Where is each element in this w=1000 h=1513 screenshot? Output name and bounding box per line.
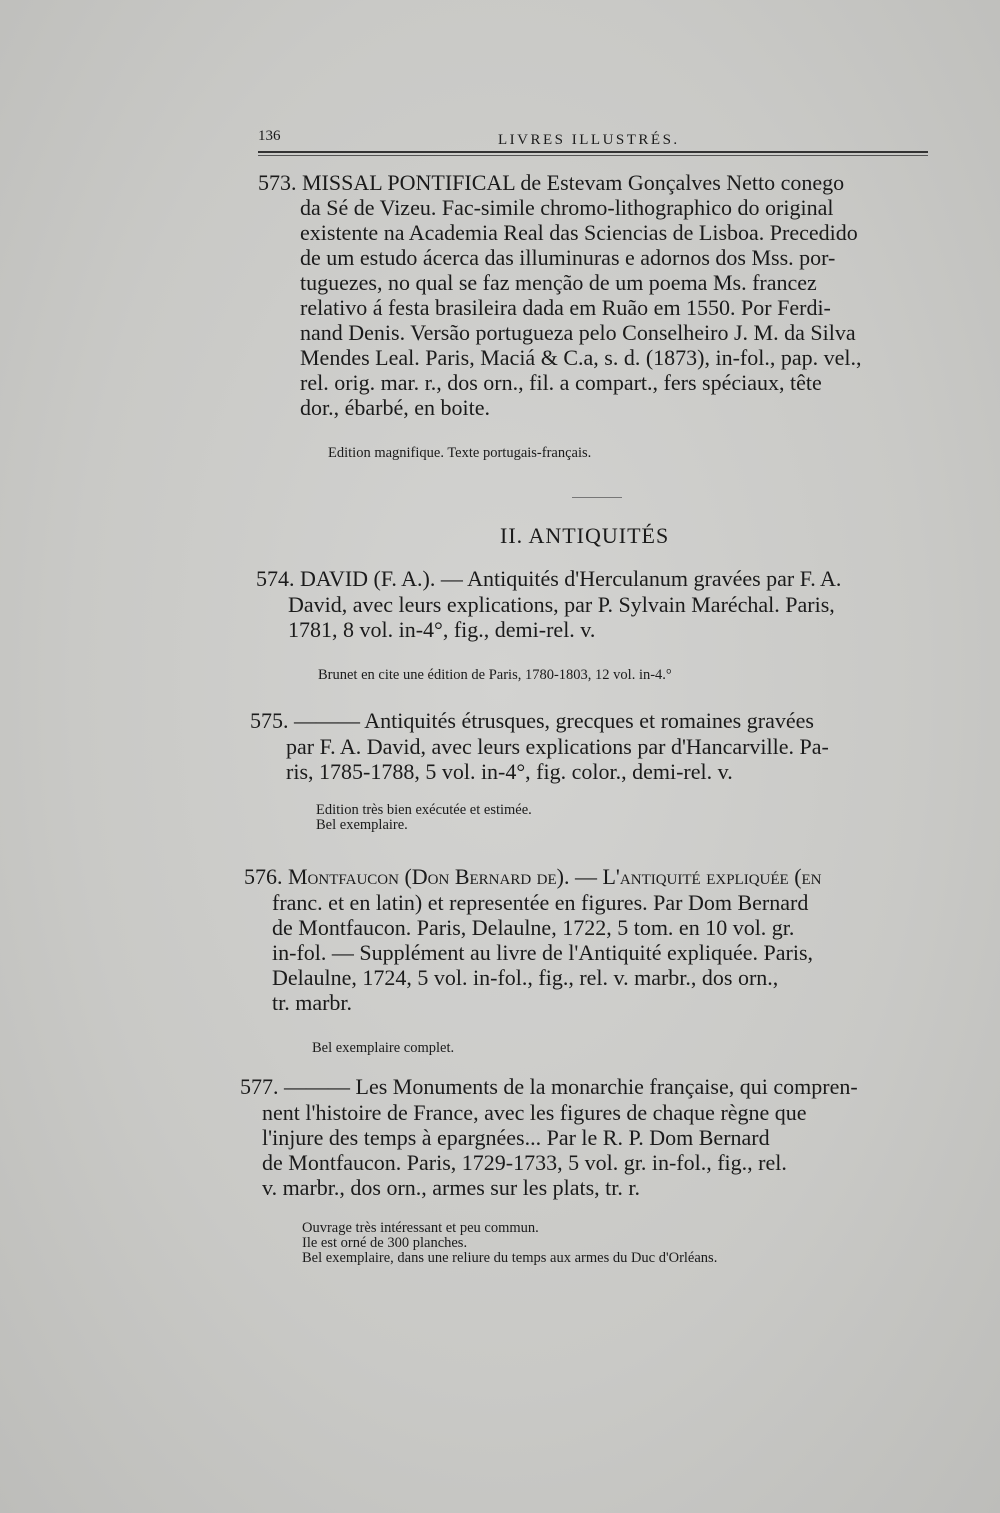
text-line: in-fol. — Supplément au livre de l'Antiquité expliquée. Paris, [272,940,814,965]
entry-574 [256,566,932,591]
text-line: de um estudo ácerca das illuminuras e adornos dos Mss. por- [300,245,836,270]
entry-576-body [272,890,912,1015]
entry-number: 576. [244,864,283,889]
entry-number: 577. [240,1074,279,1099]
text-line: de Montfaucon. Paris, Delaulne, 1722, 5 tom. en 10 vol. gr. [272,915,795,940]
text-line: ris, 1785-1788, 5 vol. in-4°, fig. color., demi-rel. v. [286,759,733,784]
entry-573-note [328,446,591,461]
note-line: Brunet en cite une édition de Paris, 1780-1803, 12 vol. in-4.° [318,667,672,683]
entry-577-body [262,1100,910,1200]
header-rule-thin [258,155,928,156]
text-line: rel. orig. mar. r., dos orn., fil. a compart., fers spéciaux, tête [300,370,822,395]
page-number: 136 [258,128,281,144]
text-line: existente na Academia Real das Sciencias de Lisboa. Precedido [300,220,858,245]
text-line: da Sé de Vizeu. Fac-simile chromo-lithographico do original [300,195,834,220]
text-line: de Montfaucon. Paris, 1729-1733, 5 vol. gr. in-fol., fig., rel. [262,1150,787,1175]
entry-574-body [288,592,928,642]
entry-577 [240,1074,910,1099]
note-line: Edition très bien exécutée et estimée. [316,802,532,818]
entry-574-note [318,668,672,683]
running-title: LIVRES ILLUSTRÉS. [498,132,680,148]
entry-number: 573. [258,170,297,195]
entry-576-note [312,1041,454,1056]
entry-573 [258,170,930,195]
note-line: Bel exemplaire, dans une reliure du temps aux armes du Duc d'Orléans. [302,1250,718,1266]
text-line: David, avec leurs explications, par P. Sylvain Maréchal. Paris, [288,592,835,617]
entry-573-body [300,195,932,420]
entry-577-line-1: 577. ——— Les Monuments de la monarchie française, qui compren- [240,1074,858,1099]
header-rule [258,151,928,153]
text-line: dor., ébarbé, en boite. [300,395,490,420]
entry-575 [250,708,928,733]
note-line: Edition magnifique. Texte portugais-français. [328,445,592,461]
text-line: par F. A. David, avec leurs explications par d'Hancarville. Pa- [286,734,829,759]
text-line: nand Denis. Versão portugueza pelo Conselheiro J. M. da Silva [300,320,856,345]
running-head [258,128,928,156]
entry-number: 575. [250,708,289,733]
note-line: Ouvrage très intéressant et peu commun. [302,1220,539,1236]
text-line: relativo á festa brasileira dada em Ruão em 1550. Por Ferdi- [300,295,831,320]
text-line: tuguezes, no qual se faz menção de um poema Ms. francez [300,270,817,295]
section-title: II. ANTIQUITÉS [500,523,670,548]
text-line: Mendes Leal. Paris, Maciá & C.a, s. d. (1873), in-fol., pap. vel., [300,345,862,370]
text-line: v. marbr., dos orn., armes sur les plats, tr. r. [262,1175,641,1200]
note-line: Bel exemplaire. [316,817,408,833]
entry-573-line-1: 573. MISSAL PONTIFICAL de Estevam Gonçalves Netto conego [258,170,845,195]
text-line: nent l'histoire de France, avec les figures de chaque règne que [262,1100,807,1125]
entry-number: 574. [256,566,295,591]
entry-576-line-1: 576. Montfaucon (Don Bernard de). — L'antiquité expliquée (en [244,864,822,889]
entry-575-body [286,734,928,784]
entry-576 [244,864,912,889]
entry-577-note [302,1221,717,1266]
entry-574-line-1: 574. DAVID (F. A.). — Antiquités d'Herculanum gravées par F. A. [256,566,842,591]
note-line: Bel exemplaire complet. [312,1040,455,1056]
text-line: Delaulne, 1724, 5 vol. in-fol., fig., rel. v. marbr., dos orn., [272,965,779,990]
text-line: tr. marbr. [272,990,353,1015]
note-line: Ile est orné de 300 planches. [302,1235,468,1251]
text-line: franc. et en latin) et representée en figures. Par Dom Bernard [272,890,809,915]
entry-575-note [316,803,532,833]
entry-575-line-1: 575. ——— Antiquités étrusques, grecques et romaines gravées [250,708,814,733]
text-line: 1781, 8 vol. in-4°, fig., demi-rel. v. [288,617,596,642]
section-separator [572,497,622,498]
text-line: l'injure des temps à epargnées... Par le R. P. Dom Bernard [262,1125,770,1150]
